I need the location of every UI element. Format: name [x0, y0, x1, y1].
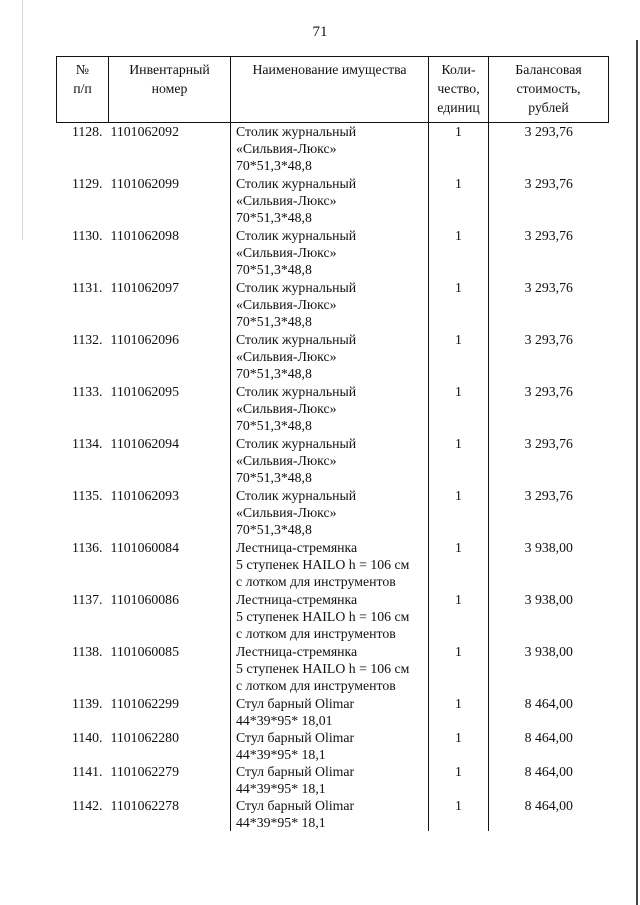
row-number: 1132. — [71, 332, 103, 347]
property-name: Столик журнальный «Сильвия-Люкс» 70*51,3*48,8 — [231, 331, 429, 383]
property-name: Столик журнальный «Сильвия-Люкс» 70*51,3*48,8 — [231, 227, 429, 279]
balance-cost: 3 293,76 — [489, 435, 609, 487]
row-number: 1135. — [71, 488, 103, 503]
balance-cost: 3 293,76 — [489, 227, 609, 279]
quantity: 1 — [429, 643, 489, 695]
property-name: Столик журнальный «Сильвия-Люкс» 70*51,3*48,8 — [231, 435, 429, 487]
inventory-number: 1101060086 — [110, 592, 179, 607]
property-name: Стул барный Olimar 44*39*95* 18,1 — [231, 797, 429, 831]
table-row — [57, 279, 609, 331]
inventory-number: 1101062092 — [110, 124, 179, 139]
property-name: Столик журнальный «Сильвия-Люкс» 70*51,3*48,8 — [231, 383, 429, 435]
row-number: 1140. — [71, 730, 103, 745]
table-row — [57, 763, 609, 797]
quantity: 1 — [429, 591, 489, 643]
table-row — [57, 487, 609, 539]
quantity: 1 — [429, 123, 489, 176]
balance-cost: 3 293,76 — [489, 383, 609, 435]
property-name: Стул барный Olimar 44*39*95* 18,1 — [231, 763, 429, 797]
inventory-number: 1101062278 — [110, 798, 179, 813]
inventory-number: 1101062097 — [110, 280, 179, 295]
inventory-number: 1101062096 — [110, 332, 179, 347]
quantity: 1 — [429, 383, 489, 435]
table-row — [57, 123, 609, 176]
table-row — [57, 435, 609, 487]
balance-cost: 3 293,76 — [489, 175, 609, 227]
table-row — [57, 175, 609, 227]
property-name: Лестница-стремянка 5 ступенек HAILO h = 106 см с лотком для инструментов — [231, 591, 429, 643]
inventory-number: 1101062094 — [110, 436, 179, 451]
row-number: 1136. — [71, 540, 103, 555]
row-number: 1133. — [71, 384, 103, 399]
quantity: 1 — [429, 729, 489, 763]
header-property-name: Наименование имущества — [231, 57, 429, 123]
balance-cost: 3 293,76 — [489, 487, 609, 539]
header-number: № п/п — [57, 57, 109, 123]
property-name: Стул барный Olimar 44*39*95* 18,01 — [231, 695, 429, 729]
quantity: 1 — [429, 175, 489, 227]
inventory-number: 1101062095 — [110, 384, 179, 399]
quantity: 1 — [429, 435, 489, 487]
quantity: 1 — [429, 539, 489, 591]
row-number: 1131. — [71, 280, 103, 295]
table-row — [57, 539, 609, 591]
header-balance-cost: Балансовая стоимость, рублей — [489, 57, 609, 123]
inventory-number: 1101062099 — [110, 176, 179, 191]
inventory-number: 1101060084 — [110, 540, 179, 555]
balance-cost: 8 464,00 — [489, 695, 609, 729]
table-row — [57, 227, 609, 279]
row-number: 1130. — [71, 228, 103, 243]
property-name: Столик журнальный «Сильвия-Люкс» 70*51,3*48,8 — [231, 279, 429, 331]
table-row — [57, 331, 609, 383]
row-number: 1137. — [71, 592, 103, 607]
inventory-number: 1101060085 — [110, 644, 179, 659]
property-name: Лестница-стремянка 5 ступенек HAILO h = 106 см с лотком для инструментов — [231, 643, 429, 695]
inventory-number: 1101062280 — [110, 730, 179, 745]
table-header — [57, 57, 609, 123]
inventory-number: 1101062299 — [110, 696, 179, 711]
table-row — [57, 797, 609, 831]
property-name: Стул барный Olimar 44*39*95* 18,1 — [231, 729, 429, 763]
row-number: 1141. — [71, 764, 103, 779]
property-name: Столик журнальный «Сильвия-Люкс» 70*51,3*48,8 — [231, 175, 429, 227]
quantity: 1 — [429, 763, 489, 797]
quantity: 1 — [429, 227, 489, 279]
scan-edge-shadow — [636, 40, 638, 905]
inventory-number: 1101062098 — [110, 228, 179, 243]
table-row — [57, 591, 609, 643]
balance-cost: 3 293,76 — [489, 331, 609, 383]
inventory-table — [56, 56, 609, 831]
inventory-number: 1101062093 — [110, 488, 179, 503]
table-row — [57, 643, 609, 695]
row-number: 1139. — [71, 696, 103, 711]
quantity: 1 — [429, 331, 489, 383]
page-number: 71 — [312, 24, 328, 40]
row-number: 1129. — [71, 176, 103, 191]
header-quantity: Коли- чество, единиц — [429, 57, 489, 123]
property-name: Лестница-стремянка 5 ступенек HAILO h = 106 см с лотком для инструментов — [231, 539, 429, 591]
row-number: 1128. — [71, 124, 103, 139]
balance-cost: 3 938,00 — [489, 591, 609, 643]
row-number: 1138. — [71, 644, 103, 659]
balance-cost: 8 464,00 — [489, 763, 609, 797]
quantity: 1 — [429, 695, 489, 729]
property-name: Столик журнальный «Сильвия-Люкс» 70*51,3*48,8 — [231, 123, 429, 176]
balance-cost: 3 938,00 — [489, 643, 609, 695]
header-inventory-number: Инвентарный номер — [109, 57, 231, 123]
balance-cost: 3 293,76 — [489, 279, 609, 331]
table-row — [57, 383, 609, 435]
balance-cost: 3 293,76 — [489, 123, 609, 176]
table-body — [57, 123, 609, 832]
table-row — [57, 695, 609, 729]
balance-cost: 8 464,00 — [489, 729, 609, 763]
balance-cost: 3 938,00 — [489, 539, 609, 591]
balance-cost: 8 464,00 — [489, 797, 609, 831]
row-number: 1134. — [71, 436, 103, 451]
inventory-number: 1101062279 — [110, 764, 179, 779]
quantity: 1 — [429, 279, 489, 331]
table-row — [57, 729, 609, 763]
property-name: Столик журнальный «Сильвия-Люкс» 70*51,3*48,8 — [231, 487, 429, 539]
row-number: 1142. — [71, 798, 103, 813]
quantity: 1 — [429, 797, 489, 831]
quantity: 1 — [429, 487, 489, 539]
